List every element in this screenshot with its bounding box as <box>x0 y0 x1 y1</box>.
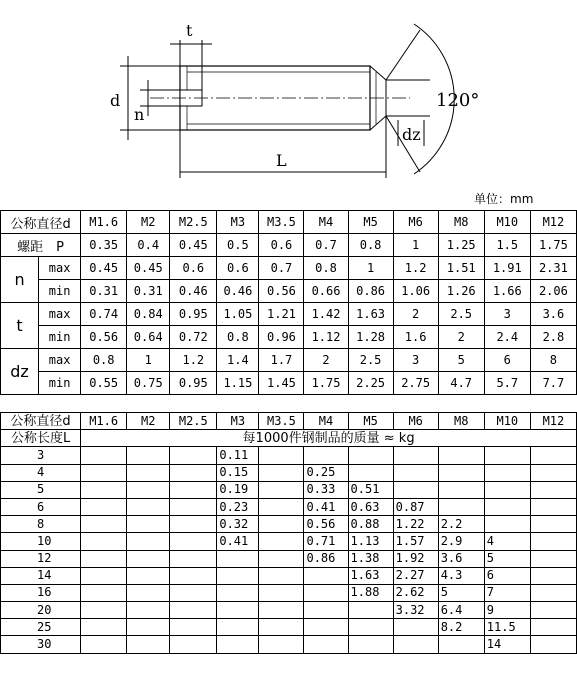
table-cell: 0.95 <box>170 303 217 326</box>
mass-value <box>127 636 170 653</box>
mass-value <box>484 464 530 481</box>
size-header: M2.5 <box>170 413 217 430</box>
mass-value: 2.2 <box>438 516 484 533</box>
mass-value <box>259 550 304 567</box>
mass-value <box>304 636 348 653</box>
mass-value <box>348 464 393 481</box>
mass-value <box>259 567 304 584</box>
mass-value: 1.22 <box>393 516 438 533</box>
mass-value <box>127 464 170 481</box>
table-cell: 1.25 <box>438 234 484 257</box>
mass-value <box>217 567 259 584</box>
mass-value <box>81 567 127 584</box>
length-value: 20 <box>1 602 81 619</box>
table-cell: 1.28 <box>348 326 393 349</box>
mass-value <box>81 516 127 533</box>
length-value: 30 <box>1 636 81 653</box>
label-angle: 120° <box>436 90 480 111</box>
length-value: 8 <box>1 516 81 533</box>
mass-value: 1.13 <box>348 533 393 550</box>
table-row <box>1 372 577 395</box>
mass-value: 9 <box>484 602 530 619</box>
mass-value <box>259 498 304 515</box>
table-row <box>1 447 577 464</box>
table-cell: 1.75 <box>530 234 576 257</box>
size-header: M12 <box>530 413 576 430</box>
table-cell: 1.5 <box>484 234 530 257</box>
length-value: 25 <box>1 619 81 636</box>
mass-value <box>127 447 170 464</box>
table-cell: 1.75 <box>304 372 348 395</box>
mass-value <box>530 567 576 584</box>
mass-value <box>259 464 304 481</box>
table-row <box>1 280 577 303</box>
table-cell: 1 <box>127 349 170 372</box>
table-cell: 0.55 <box>81 372 127 395</box>
mass-value <box>530 516 576 533</box>
mass-value <box>81 447 127 464</box>
table-cell: 8 <box>530 349 576 372</box>
table-cell: 1.26 <box>438 280 484 303</box>
table-row <box>1 349 577 372</box>
mass-value: 0.19 <box>217 481 259 498</box>
mass-value <box>170 602 217 619</box>
table-cell: 0.84 <box>127 303 170 326</box>
table-row <box>1 533 577 550</box>
table-row <box>1 550 577 567</box>
mass-value <box>530 636 576 653</box>
table-cell: 3 <box>393 349 438 372</box>
table-cell: 1.6 <box>393 326 438 349</box>
screw-drawing <box>0 0 577 190</box>
mass-value: 0.88 <box>348 516 393 533</box>
mass-value <box>217 619 259 636</box>
mass-value <box>259 481 304 498</box>
length-value: 16 <box>1 584 81 601</box>
mass-value <box>217 602 259 619</box>
length-value: 12 <box>1 550 81 567</box>
length-value: 6 <box>1 498 81 515</box>
length-label: 公称长度L <box>1 430 81 447</box>
table-cell: 1.51 <box>438 257 484 280</box>
mass-value <box>170 584 217 601</box>
mass-value <box>170 464 217 481</box>
mass-value <box>81 550 127 567</box>
mass-value <box>81 533 127 550</box>
table-cell: 0.45 <box>170 234 217 257</box>
mass-value: 1.57 <box>393 533 438 550</box>
table-cell: 0.6 <box>217 257 259 280</box>
table-cell: 0.31 <box>81 280 127 303</box>
max-label: max <box>39 349 81 372</box>
mass-value: 1.38 <box>348 550 393 567</box>
mass-value <box>530 481 576 498</box>
size-header: M2 <box>127 211 170 234</box>
table-cell: 0.6 <box>259 234 304 257</box>
table-cell: 1.45 <box>259 372 304 395</box>
mass-value <box>127 516 170 533</box>
label-dz: dz <box>402 125 421 144</box>
table-row <box>1 619 577 636</box>
table-row <box>1 430 577 447</box>
table-cell: 2.06 <box>530 280 576 303</box>
table-row <box>1 413 577 430</box>
mass-value <box>304 602 348 619</box>
table-cell: 1.21 <box>259 303 304 326</box>
table-row <box>1 464 577 481</box>
mass-value <box>348 636 393 653</box>
mass-value <box>259 447 304 464</box>
table-cell: 0.74 <box>81 303 127 326</box>
mass-value <box>170 619 217 636</box>
mass-value <box>304 619 348 636</box>
label-n: n <box>134 105 145 124</box>
table-cell: 1.05 <box>217 303 259 326</box>
size-header: M5 <box>348 211 393 234</box>
mass-value <box>530 464 576 481</box>
table-row <box>1 602 577 619</box>
mass-table <box>0 412 577 654</box>
table-row <box>1 498 577 515</box>
mass-value <box>393 481 438 498</box>
table-row <box>1 481 577 498</box>
mass-value <box>530 533 576 550</box>
mass-value: 0.71 <box>304 533 348 550</box>
mass-value <box>259 533 304 550</box>
table-cell: 2.5 <box>438 303 484 326</box>
table-cell: 5.7 <box>484 372 530 395</box>
table-cell: 1 <box>348 257 393 280</box>
table-row <box>1 303 577 326</box>
table-cell: 4.7 <box>438 372 484 395</box>
mass-value: 2.62 <box>393 584 438 601</box>
mass-value <box>530 602 576 619</box>
mass-value: 0.56 <box>304 516 348 533</box>
table-cell: 0.35 <box>81 234 127 257</box>
size-header: M8 <box>438 413 484 430</box>
size-header: M6 <box>393 211 438 234</box>
table-cell: 0.8 <box>81 349 127 372</box>
table-cell: 0.56 <box>259 280 304 303</box>
table-cell: 1.91 <box>484 257 530 280</box>
table-cell: 1.42 <box>304 303 348 326</box>
mass-value <box>170 447 217 464</box>
mass-value <box>127 602 170 619</box>
mass-value: 0.11 <box>217 447 259 464</box>
table-cell: 1.2 <box>170 349 217 372</box>
size-header: M4 <box>304 211 348 234</box>
dz-label: dz <box>1 349 39 395</box>
table-cell: 2 <box>438 326 484 349</box>
mass-value <box>393 464 438 481</box>
pitch-label: 螺距 P <box>1 234 81 257</box>
mass-value <box>259 602 304 619</box>
table-cell: 6 <box>484 349 530 372</box>
mass-value <box>484 498 530 515</box>
length-value: 3 <box>1 447 81 464</box>
size-header: M6 <box>393 413 438 430</box>
table-row <box>1 326 577 349</box>
mass-value: 2.9 <box>438 533 484 550</box>
table-cell: 0.45 <box>127 257 170 280</box>
table-cell: 0.66 <box>304 280 348 303</box>
mass-value <box>348 447 393 464</box>
mass-value <box>217 636 259 653</box>
size-header: M5 <box>348 413 393 430</box>
mass-value: 0.41 <box>217 533 259 550</box>
mass-value <box>393 636 438 653</box>
mass-value <box>259 636 304 653</box>
size-header: M8 <box>438 211 484 234</box>
mass-value <box>81 584 127 601</box>
table-cell: 0.96 <box>259 326 304 349</box>
table-cell: 5 <box>438 349 484 372</box>
size-header: M3 <box>217 211 259 234</box>
mass-value <box>81 481 127 498</box>
mass-value <box>81 619 127 636</box>
mass-value <box>81 602 127 619</box>
mass-label: 每1000件钢制品的质量 ≈ kg <box>81 430 577 447</box>
mass-value <box>393 447 438 464</box>
table-row <box>1 567 577 584</box>
mass-value <box>530 619 576 636</box>
min-label: min <box>39 326 81 349</box>
table-cell: 2.4 <box>484 326 530 349</box>
mass-value: 1.92 <box>393 550 438 567</box>
mass-value <box>259 584 304 601</box>
table-cell: 1.12 <box>304 326 348 349</box>
size-header: M2 <box>127 413 170 430</box>
mass-value <box>259 516 304 533</box>
mass-value: 1.63 <box>348 567 393 584</box>
mass-value <box>348 619 393 636</box>
size-header: M3.5 <box>259 211 304 234</box>
mass-value <box>304 447 348 464</box>
table-cell: 2.5 <box>348 349 393 372</box>
table-row <box>1 234 577 257</box>
size-header: M10 <box>484 413 530 430</box>
mass-value: 3.32 <box>393 602 438 619</box>
table-cell: 3 <box>484 303 530 326</box>
table-cell: 3.6 <box>530 303 576 326</box>
table-cell: 1.66 <box>484 280 530 303</box>
mass-value: 0.33 <box>304 481 348 498</box>
table-cell: 0.31 <box>127 280 170 303</box>
size-header: M1.6 <box>81 413 127 430</box>
dimension-table <box>0 210 577 395</box>
size-header: M3.5 <box>259 413 304 430</box>
mass-value: 0.41 <box>304 498 348 515</box>
table-cell: 0.8 <box>348 234 393 257</box>
length-value: 5 <box>1 481 81 498</box>
max-label: max <box>39 303 81 326</box>
table-cell: 1.63 <box>348 303 393 326</box>
table-cell: 0.64 <box>127 326 170 349</box>
header-label: 公称直径d <box>1 413 81 430</box>
min-label: min <box>39 280 81 303</box>
table-cell: 0.46 <box>217 280 259 303</box>
mass-value <box>127 498 170 515</box>
mass-value: 6 <box>484 567 530 584</box>
mass-value <box>127 584 170 601</box>
mass-value: 3.6 <box>438 550 484 567</box>
table-cell: 7.7 <box>530 372 576 395</box>
mass-value <box>81 498 127 515</box>
t-label: t <box>1 303 39 349</box>
mass-value: 0.32 <box>217 516 259 533</box>
table-cell: 0.5 <box>217 234 259 257</box>
size-header: M1.6 <box>81 211 127 234</box>
table-cell: 2.8 <box>530 326 576 349</box>
length-value: 14 <box>1 567 81 584</box>
mass-value <box>304 584 348 601</box>
n-label: n <box>1 257 39 303</box>
mass-value: 11.5 <box>484 619 530 636</box>
table-row <box>1 516 577 533</box>
size-header: M12 <box>530 211 576 234</box>
mass-value <box>484 447 530 464</box>
table-cell: 0.8 <box>304 257 348 280</box>
mass-value <box>484 516 530 533</box>
length-value: 4 <box>1 464 81 481</box>
mass-value <box>530 584 576 601</box>
mass-value <box>259 619 304 636</box>
unit-label: 单位：mm <box>474 192 534 206</box>
table-cell: 0.7 <box>304 234 348 257</box>
mass-value <box>304 567 348 584</box>
mass-value <box>438 636 484 653</box>
label-t: t <box>186 21 193 40</box>
table-row <box>1 257 577 280</box>
table-cell: 0.56 <box>81 326 127 349</box>
mass-value: 2.27 <box>393 567 438 584</box>
mass-value <box>438 498 484 515</box>
mass-value: 5 <box>484 550 530 567</box>
mass-value: 14 <box>484 636 530 653</box>
size-header: M3 <box>217 413 259 430</box>
mass-value <box>170 481 217 498</box>
table-cell: 2.75 <box>393 372 438 395</box>
mass-value <box>438 481 484 498</box>
table-cell: 0.4 <box>127 234 170 257</box>
mass-value <box>484 481 530 498</box>
label-d: d <box>110 91 121 110</box>
mass-value <box>127 567 170 584</box>
mass-value <box>170 567 217 584</box>
mass-value: 0.23 <box>217 498 259 515</box>
table-cell: 0.45 <box>81 257 127 280</box>
mass-value: 6.4 <box>438 602 484 619</box>
table-cell: 0.6 <box>170 257 217 280</box>
table-cell: 0.46 <box>170 280 217 303</box>
table-row <box>1 636 577 653</box>
table-cell: 2.31 <box>530 257 576 280</box>
table-cell: 2 <box>393 303 438 326</box>
mass-value <box>438 447 484 464</box>
mass-value <box>217 550 259 567</box>
mass-value <box>530 550 576 567</box>
size-header: M2.5 <box>170 211 217 234</box>
table-row <box>1 211 577 234</box>
mass-value <box>348 602 393 619</box>
table-cell: 0.86 <box>348 280 393 303</box>
mass-value: 0.15 <box>217 464 259 481</box>
table-cell: 1.7 <box>259 349 304 372</box>
table-cell: 1.4 <box>217 349 259 372</box>
table-cell: 1.15 <box>217 372 259 395</box>
table-row <box>1 584 577 601</box>
mass-value: 0.51 <box>348 481 393 498</box>
mass-value <box>127 550 170 567</box>
table-cell: 0.95 <box>170 372 217 395</box>
mass-value <box>81 636 127 653</box>
mass-value <box>438 464 484 481</box>
mass-value: 8.2 <box>438 619 484 636</box>
table-cell: 2 <box>304 349 348 372</box>
mass-value: 0.87 <box>393 498 438 515</box>
mass-value <box>393 619 438 636</box>
table-cell: 1.2 <box>393 257 438 280</box>
length-value: 10 <box>1 533 81 550</box>
mass-value <box>170 533 217 550</box>
mass-value <box>127 533 170 550</box>
mass-value: 4 <box>484 533 530 550</box>
max-label: max <box>39 257 81 280</box>
mass-value <box>530 498 576 515</box>
label-L: L <box>276 151 287 170</box>
size-header: M4 <box>304 413 348 430</box>
mass-value: 1.88 <box>348 584 393 601</box>
mass-value: 0.63 <box>348 498 393 515</box>
mass-value <box>217 584 259 601</box>
size-header: M10 <box>484 211 530 234</box>
table-cell: 0.75 <box>127 372 170 395</box>
table-cell: 2.25 <box>348 372 393 395</box>
mass-value <box>127 619 170 636</box>
min-label: min <box>39 372 81 395</box>
mass-value: 7 <box>484 584 530 601</box>
mass-value <box>170 636 217 653</box>
mass-value <box>530 447 576 464</box>
table-cell: 0.7 <box>259 257 304 280</box>
mass-value: 0.25 <box>304 464 348 481</box>
table-cell: 0.72 <box>170 326 217 349</box>
table-cell: 1.06 <box>393 280 438 303</box>
mass-value <box>127 481 170 498</box>
mass-value: 4.3 <box>438 567 484 584</box>
mass-value <box>170 498 217 515</box>
mass-value <box>170 516 217 533</box>
header-label: 公称直径d <box>1 211 81 234</box>
table-cell: 1 <box>393 234 438 257</box>
table-cell: 0.8 <box>217 326 259 349</box>
mass-value <box>170 550 217 567</box>
mass-value: 0.86 <box>304 550 348 567</box>
mass-value <box>81 464 127 481</box>
mass-value: 5 <box>438 584 484 601</box>
